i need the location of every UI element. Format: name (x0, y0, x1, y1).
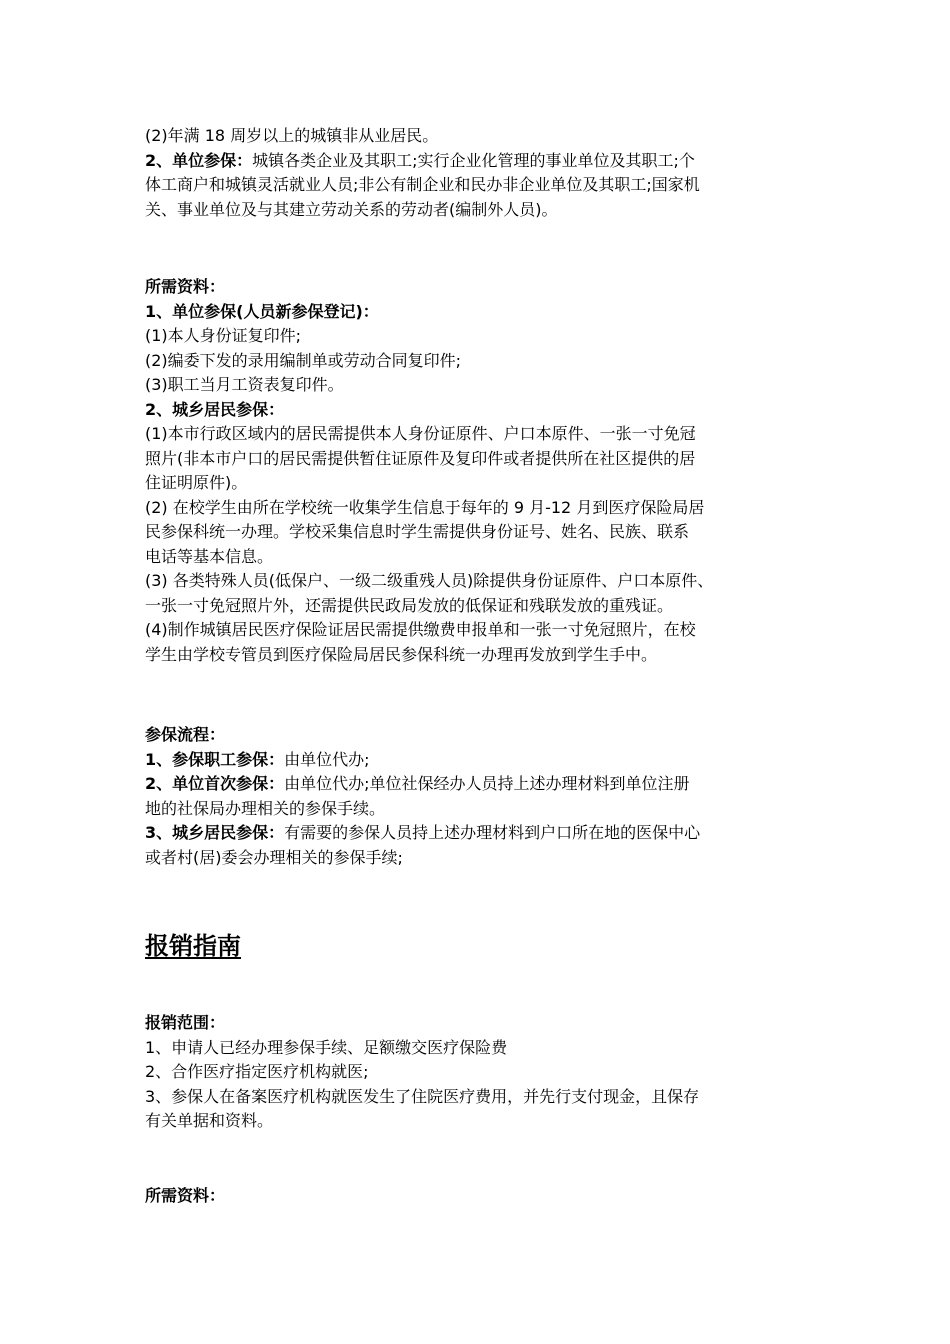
list-item: (1)本市行政区域内的居民需提供本人身份证原件、户口本原件、一张一寸免冠 (145, 424, 696, 443)
list-item: 电话等基本信息。 (145, 546, 274, 566)
eligibility-item-2: (2)年满 18 周岁以上的城镇非从业居民。 (145, 126, 439, 145)
list-item: 照片(非本市户口的居民需提供暂住证原件及复印件或者提供所在社区提供的居 (145, 448, 696, 468)
list-item: 3、参保人在备案医疗机构就医发生了住院医疗费用，并先行支付现金，且保存 (145, 1086, 700, 1106)
process-step-3 (145, 821, 825, 846)
enrollment-process-section (145, 723, 825, 870)
list-item: (2)编委下发的录用编制单或劳动合同复印件; (145, 350, 462, 370)
process-step-3-label: 3、城乡居民参保： (145, 823, 285, 842)
process-step-1-label: 1、参保职工参保： (145, 749, 285, 769)
list-item: 住证明原件)。 (145, 473, 248, 492)
required-materials-section (145, 275, 825, 667)
list-item: 一张一寸免冠照片外，还需提供民政局发放的低保证和残联发放的重残证。 (145, 595, 674, 615)
list-item: 2、合作医疗指定医疗机构就医; (145, 1062, 369, 1081)
process-step-2-text-2: 地的社保局办理相关的参保手续。 (145, 798, 386, 818)
list-item: (1)本人身份证复印件; (145, 326, 302, 345)
unit-enrollment-text-3: 关、事业单位及与其建立劳动关系的劳动者(编制外人员)。 (145, 199, 558, 219)
unit-materials-title: 1、单位参保(人员新参保登记)： (145, 301, 379, 321)
scope-title: 报销范围： (145, 1013, 226, 1032)
list-item: (2) 在校学生由所在学校统一收集学生信息于每年的 9 月-12 月到医疗保险局居 (145, 497, 705, 517)
list-item: 1、申请人已经办理参保手续、足额缴交医疗保险费 (145, 1037, 508, 1057)
list-item: (4)制作城镇居民医疗保险证居民需提供缴费申报单和一张一寸免冠照片，在校 (145, 620, 696, 639)
reimbursement-heading: 报销指南 (145, 932, 241, 960)
reimbursement-materials-title: 所需资料： (145, 1186, 226, 1205)
reimbursement-materials-section (145, 1184, 825, 1209)
list-item: 学生由学校专管员到医疗保险局居民参保科统一办理再发放到学生手中。 (145, 644, 658, 664)
list-item: 民参保科统一办理。学校采集信息时学生需提供身份证号、姓名、民族、联系 (145, 522, 690, 541)
unit-enrollment-paragraph (145, 149, 825, 174)
process-step-3-text-1: 有需要的参保人员持上述办理材料到户口所在地的医保中心 (284, 823, 701, 842)
unit-enrollment-text-1: 城镇各类企业及其职工;实行企业化管理的事业单位及其职工;个 (252, 150, 695, 170)
resident-materials-title: 2、城乡居民参保： (145, 399, 285, 419)
list-item: (3)职工当月工资表复印件。 (145, 375, 344, 394)
list-item: (3) 各类特殊人员(低保户、一级二级重残人员)除提供身份证原件、户口本原件、 (145, 571, 714, 590)
list-item: 有关单据和资料。 (145, 1111, 274, 1130)
unit-enrollment-label: 2、单位参保： (145, 150, 253, 170)
process-title: 参保流程： (145, 725, 226, 744)
process-step-1 (145, 748, 825, 773)
materials-title: 所需资料： (145, 277, 226, 296)
eligibility-continuation (145, 124, 825, 222)
process-step-2-label: 2、单位首次参保： (145, 774, 285, 793)
reimbursement-scope-section (145, 1011, 825, 1134)
process-step-1-text: 由单位代办; (284, 749, 370, 769)
process-step-3-text-2: 或者村(居)委会办理相关的参保手续; (145, 847, 403, 867)
process-step-2 (145, 772, 825, 797)
process-step-2-text-1: 由单位代办;单位社保经办人员持上述办理材料到单位注册 (284, 774, 690, 793)
unit-enrollment-text-2: 体工商户和城镇灵活就业人员;非公有制企业和民办非企业单位及其职工;国家机 (145, 175, 700, 194)
